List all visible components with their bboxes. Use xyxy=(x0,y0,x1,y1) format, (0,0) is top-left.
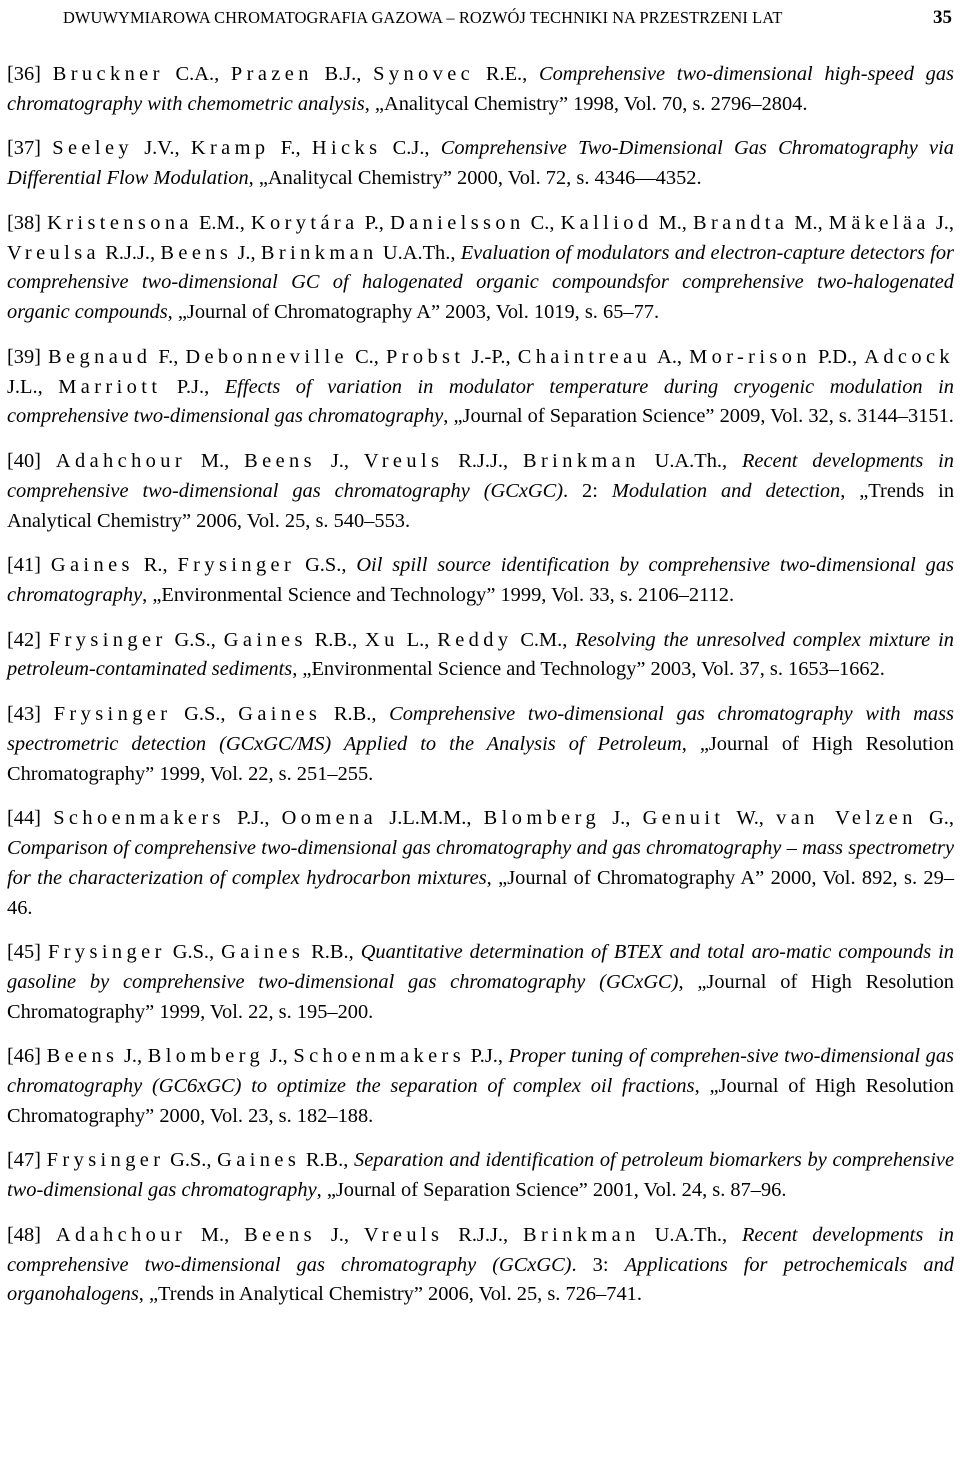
citation-text: J.-P., xyxy=(464,345,518,368)
author-surname: Hicks xyxy=(311,137,382,160)
author-surname: Schoenmakers xyxy=(53,807,225,830)
reference-number: [39] xyxy=(7,345,41,368)
citation-text: , „Journal of High Resolution Chromatography” 1999, Vol. 22, s. 195–200. xyxy=(7,970,954,1023)
citation-text: G.S., xyxy=(165,941,222,964)
citation-text: W., xyxy=(724,807,777,830)
author-surname: Korytára xyxy=(250,211,359,234)
citation-text: , „Journal of High Resolution Chromatography” 1999, Vol. 22, s. 251–255. xyxy=(7,732,954,785)
article-title: Effects of variation in modulator temperature during cryogenic modulation in comprehensive two-dimensional gas chromatography xyxy=(7,375,954,428)
citation-text: , „Analitycal Chemistry” 2000, Vol. 72, s. 4346––4352. xyxy=(248,167,702,190)
author-surname: Marriott xyxy=(58,375,162,398)
citation-text: , „Trends in Analytical Chemistry” 2006, Vol. 25, s. 540–553. xyxy=(7,479,955,532)
article-title: Modulation and detection xyxy=(611,479,841,502)
article-title: Separation and identification of petroleum biomarkers by comprehensive two-dimensional gas chromatography xyxy=(7,1149,954,1202)
citation-text: P.J., xyxy=(465,1045,509,1068)
citation-text: R.J.J., xyxy=(443,1223,523,1246)
article-title: Applications for petrochemicals and organohalogens xyxy=(7,1253,955,1306)
citation-text: R.B., xyxy=(304,941,361,964)
reference-number: [46] xyxy=(7,1045,41,1068)
author-surname: Probst xyxy=(385,345,465,368)
author-surname: Begnaud xyxy=(48,345,152,368)
citation-text: F., xyxy=(269,137,312,160)
citation-text: B.J., xyxy=(312,63,374,85)
author-surname: Genuit xyxy=(642,807,725,830)
citation-text: , „Journal of Separation Science” 2009, Vol. 32, s. 3144–3151. xyxy=(443,405,954,428)
article-title: Comparison of comprehensive two-dimensional gas chromatography and gas chromatography – mass spectrometry for the characterization of complex hydrocarbon mixtures xyxy=(7,836,954,889)
reference-number: [43] xyxy=(7,702,41,725)
author-surname: Vreulsa xyxy=(7,241,100,264)
reference-entry xyxy=(7,938,954,1027)
reference-entry xyxy=(7,1042,954,1131)
citation-text: J., xyxy=(232,241,261,264)
reference-number: [37] xyxy=(7,137,41,160)
citation-text: , „Journal of Chromatography A” 2000, Vol. 892, s. 29–46. xyxy=(7,866,955,919)
citation-text: J.L., xyxy=(7,375,59,398)
citation-text: J., xyxy=(929,211,954,234)
reference-number: [40] xyxy=(7,449,41,472)
author-surname: Oomena xyxy=(281,807,378,830)
author-surname: Beens xyxy=(160,241,233,264)
reference-entry xyxy=(7,60,954,120)
reference-number: [48] xyxy=(7,1223,41,1246)
article-title: Evaluation of modulators and electron-capture detectors for comprehensive two-dimensional GC of halogenated organic compoundsfor comprehensive two-halogenated organic compounds xyxy=(7,241,954,324)
citation-text: A., xyxy=(651,345,690,368)
citation-text: R.B., xyxy=(300,1149,355,1172)
citation-text: J., xyxy=(264,1045,294,1068)
citation-text: J., xyxy=(118,1045,148,1068)
citation-text: G.S., xyxy=(164,1149,218,1172)
reference-entry xyxy=(7,1146,954,1206)
citation-text: . 2: xyxy=(563,479,612,502)
citation-text: C.M., xyxy=(512,628,576,651)
citation-text: M., xyxy=(788,211,829,234)
citation-text: U.A.Th., xyxy=(639,449,742,472)
author-surname: Danielsson xyxy=(389,211,525,234)
author-surname: Gaines xyxy=(223,628,307,651)
article-title: Comprehensive two-dimensional gas chromatography with mass spectrometric detection (GCxGC/MS) Applied to the Analysis of Petroleum xyxy=(7,702,954,755)
article-title: Proper tuning of comprehen-sive two-dimensional gas chromatography (GC6xGC) to optimize the separation of complex oil fractions xyxy=(7,1045,954,1098)
author-surname: Frysinger xyxy=(177,554,296,577)
citation-text: , „Analitycal Chemistry” 1998, Vol. 70, s. 2796–2804. xyxy=(364,92,808,115)
article-title: Quantitative determination of BTEX and total aro-matic compounds in gasoline by comprehensive two-dimensional gas chromatography (GCxGC) xyxy=(7,941,954,993)
author-surname: Gaines xyxy=(217,1149,301,1172)
citation-text: J.V., xyxy=(133,137,191,160)
citation-text: L., xyxy=(398,628,438,651)
running-title: DWUWYMIAROWA CHROMATOGRAFIA GAZOWA – ROZWÓJ TECHNIKI NA PRZESTRZENI LAT xyxy=(63,8,783,27)
author-surname: Kristensona xyxy=(47,211,193,234)
citation-text: U.A.Th., xyxy=(639,1223,742,1246)
author-surname: Reddy xyxy=(437,628,513,651)
citation-text: , „Environmental Science and Technology” 1999, Vol. 33, s. 2106–2112. xyxy=(142,583,735,606)
citation-text: G.S., xyxy=(171,702,239,725)
author-surname: Kramp xyxy=(190,137,270,160)
author-surname: Frysinger xyxy=(46,1149,165,1172)
author-surname: Seeley xyxy=(52,137,133,160)
author-surname: Adahchour xyxy=(55,1223,187,1246)
author-surname: Mäkeläa xyxy=(828,211,930,234)
reference-entry xyxy=(7,134,954,194)
article-title: Resolving the unresolved complex mixture in petroleum-contaminated sediments xyxy=(7,628,954,681)
author-surname: Brinkman xyxy=(260,241,378,264)
reference-entry xyxy=(7,626,954,686)
author-surname: Brinkman xyxy=(522,449,640,472)
citation-text: C., xyxy=(348,345,386,368)
reference-list xyxy=(7,60,954,1310)
citation-text: G., xyxy=(916,807,954,830)
author-surname: Gaines xyxy=(221,941,305,964)
author-surname: Prazen xyxy=(230,63,313,85)
running-header xyxy=(7,4,954,34)
author-surname: Adahchour xyxy=(55,449,187,472)
citation-text: , „Journal of Chromatography A” 2003, Vol. 1019, s. 65–77. xyxy=(167,301,660,324)
author-surname: Frysinger xyxy=(48,941,166,964)
citation-text: R.B., xyxy=(321,702,390,725)
citation-text: R.B., xyxy=(306,628,366,651)
author-surname: Gaines xyxy=(50,554,134,577)
reference-entry xyxy=(7,700,954,789)
reference-number: [38] xyxy=(7,211,41,234)
reference-number: [45] xyxy=(7,941,41,964)
reference-entry xyxy=(7,209,954,328)
citation-text: , „Journal of Separation Science” 2001, Vol. 24, s. 87–96. xyxy=(316,1179,787,1202)
reference-number: [41] xyxy=(7,554,41,577)
citation-text: M., xyxy=(186,1223,245,1246)
author-surname: Debonneville xyxy=(185,345,349,368)
author-surname: Gaines xyxy=(238,702,322,725)
author-surname: Beens xyxy=(244,1223,316,1246)
author-surname: Frysinger xyxy=(53,702,172,725)
reference-entry xyxy=(7,551,954,611)
citation-text: R., xyxy=(133,554,178,577)
citation-text: P., xyxy=(358,211,390,234)
author-surname: Synovec xyxy=(373,63,475,85)
citation-text: U.A.Th., xyxy=(377,241,461,264)
citation-text: , „Trends in Analytical Chemistry” 2006, Vol. 25, s. 726–741. xyxy=(138,1283,642,1306)
reference-entry xyxy=(7,804,954,923)
citation-text: G.S., xyxy=(166,628,224,651)
citation-text: M., xyxy=(186,449,245,472)
author-surname: Blomberg xyxy=(147,1045,265,1068)
author-surname: Beens xyxy=(46,1045,119,1068)
reference-number: [47] xyxy=(7,1149,41,1172)
reference-entry xyxy=(7,1221,954,1310)
author-surname: Blomberg xyxy=(483,807,601,830)
author-surname: Schoenmakers xyxy=(293,1045,466,1068)
author-surname: Beens xyxy=(244,449,316,472)
citation-text: , „Environmental Science and Technology” 2003, Vol. 37, s. 1653–1662. xyxy=(292,658,885,681)
author-surname: Adcock xyxy=(864,345,954,368)
citation-text: P.J., xyxy=(161,375,225,398)
article-title: Recent developments in comprehensive two-dimensional gas chromatography (GCxGC) xyxy=(7,449,954,502)
citation-text: C.J., xyxy=(381,137,441,160)
author-surname: Vreuls xyxy=(363,1223,444,1246)
citation-text: C., xyxy=(524,211,561,234)
author-surname: Kalliod xyxy=(560,211,653,234)
author-surname: Mor-rison xyxy=(689,345,811,368)
article-title: Comprehensive Two-Dimensional Gas Chromatography via Differential Flow Modulation xyxy=(7,137,954,190)
citation-text: J., xyxy=(315,1223,364,1246)
citation-text: R.J.J., xyxy=(100,241,161,264)
author-surname: Bruckner xyxy=(52,63,164,85)
citation-text: C.A., xyxy=(163,63,231,85)
citation-text: J., xyxy=(600,807,643,830)
citation-text: G.S., xyxy=(295,554,357,577)
reference-entry xyxy=(7,447,954,536)
citation-text: J.L.M.M., xyxy=(377,807,484,830)
author-surname: Brinkman xyxy=(522,1223,640,1246)
citation-text: R.E., xyxy=(474,63,539,85)
author-surname: Xu xyxy=(365,628,399,651)
page-number: 35 xyxy=(933,7,952,28)
reference-number: [42] xyxy=(7,628,41,651)
author-surname: van Velzen xyxy=(776,807,917,830)
citation-text: , „Journal of High Resolution Chromatography” 2000, Vol. 23, s. 182–188. xyxy=(7,1075,954,1127)
author-surname: Brandta xyxy=(692,211,789,234)
citation-text: M., xyxy=(652,211,693,234)
citation-text: E.M., xyxy=(192,211,251,234)
reference-number: [44] xyxy=(7,807,41,830)
reference-entry xyxy=(7,343,954,432)
author-surname: Frysinger xyxy=(48,628,167,651)
author-surname: Chaintreau xyxy=(517,345,652,368)
citation-text: P.D., xyxy=(810,345,865,368)
citation-text: . 3: xyxy=(571,1253,625,1276)
article-title: Recent developments in comprehensive two-dimensional gas chromatography (GCxGC) xyxy=(7,1223,954,1276)
citation-text: P.J., xyxy=(224,807,282,830)
citation-text: F., xyxy=(151,345,186,368)
author-surname: Vreuls xyxy=(363,449,444,472)
article-title: Oil spill source identification by comprehensive two-dimensional gas chromatography xyxy=(7,554,954,606)
citation-text: R.J.J., xyxy=(443,449,523,472)
article-title: Comprehensive two-dimensional high-speed gas chromatography with chemometric analysis xyxy=(7,63,954,115)
reference-number: [36] xyxy=(7,63,41,85)
citation-text: J., xyxy=(315,449,364,472)
